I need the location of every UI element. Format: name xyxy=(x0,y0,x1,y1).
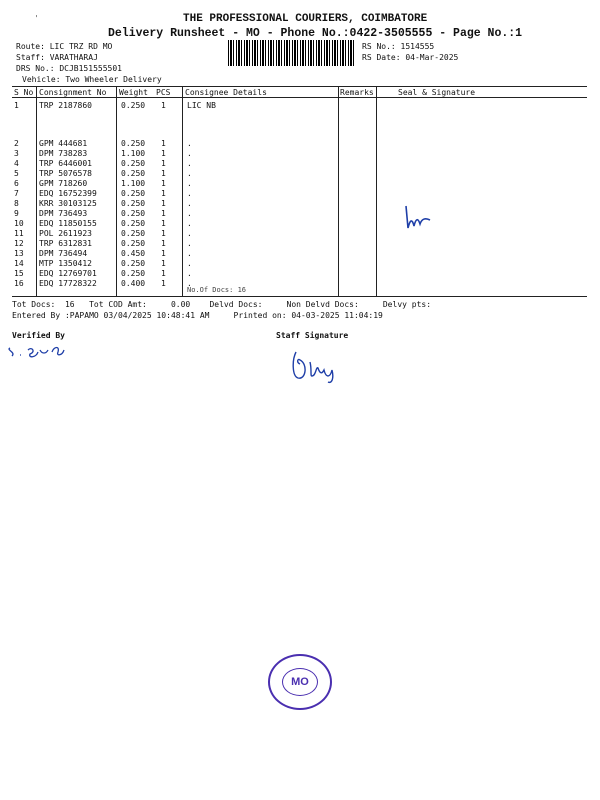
row-consignment: EDQ 11850155 xyxy=(39,219,97,228)
row-consignment: DPM 738283 xyxy=(39,149,88,158)
row-consignment: POL 2611923 xyxy=(39,229,92,238)
row-pcs: 1 xyxy=(161,269,166,278)
row-sno: 4 xyxy=(14,159,19,168)
table-row xyxy=(0,159,600,169)
row-weight: 0.450 xyxy=(121,249,146,258)
row-pcs: 1 xyxy=(161,239,166,248)
seal-signature xyxy=(400,202,440,236)
col-header-pcs: PCS xyxy=(156,88,171,97)
table-row xyxy=(0,229,600,239)
row-consignment: DPM 736494 xyxy=(39,249,88,258)
staff-signature xyxy=(288,348,346,386)
row-weight: 0.250 xyxy=(121,219,146,228)
table-row xyxy=(0,179,600,189)
row-pcs: 1 xyxy=(161,209,166,218)
row-pcs: 1 xyxy=(161,279,166,288)
col-header-consignee: Consignee Details xyxy=(185,88,267,97)
row-weight: 0.250 xyxy=(121,229,146,238)
entered-line: Entered By :PAPAMO 03/04/2025 10:48:41 AM Printed on: 04-03-2025 11:04:19 xyxy=(12,311,383,320)
row-sno: 6 xyxy=(14,179,19,188)
row-sno: 15 xyxy=(14,269,24,278)
drs-text: DRS No.: DCJB151555501 xyxy=(16,64,122,73)
table-row xyxy=(0,279,600,289)
row-sno: 11 xyxy=(14,229,24,238)
table-row xyxy=(0,239,600,249)
row-consignee: . xyxy=(187,229,192,238)
row-sno: 14 xyxy=(14,259,24,268)
row-pcs: 1 xyxy=(161,249,166,258)
row-sno: 13 xyxy=(14,249,24,258)
row-pcs: 1 xyxy=(161,149,166,158)
row-weight: 1.100 xyxy=(121,149,146,158)
row-pcs: 1 xyxy=(161,259,166,268)
office-stamp xyxy=(268,654,332,710)
row-consignee: LIC NB xyxy=(187,101,216,110)
table-row xyxy=(0,101,600,111)
row-consignee: . xyxy=(187,189,192,198)
row-sno: 1 xyxy=(14,101,19,110)
runsheet-title: Delivery Runsheet - MO - Phone No.:0422-3505555 - Page No.:1 xyxy=(108,27,523,40)
row-pcs: 1 xyxy=(161,159,166,168)
row-consignee: . xyxy=(187,239,192,248)
row-consignee: . xyxy=(187,209,192,218)
row-consignment: TRP 6446001 xyxy=(39,159,92,168)
row-sno: 7 xyxy=(14,189,19,198)
staff-text: Staff: VARATHARAJ xyxy=(16,53,98,62)
verified-signature xyxy=(6,342,70,362)
row-sno: 12 xyxy=(14,239,24,248)
row-consignee: . xyxy=(187,279,192,288)
table-row xyxy=(0,199,600,209)
route-text: Route: LIC TRZ RD MO xyxy=(16,42,113,51)
table-top-rule xyxy=(12,86,587,87)
row-weight: 0.250 xyxy=(121,159,146,168)
table-row xyxy=(0,209,600,219)
table-row xyxy=(0,269,600,279)
row-pcs: 1 xyxy=(161,199,166,208)
row-weight: 0.250 xyxy=(121,209,146,218)
row-consignment: EDQ 17728322 xyxy=(39,279,97,288)
row-consignment: EDQ 12769701 xyxy=(39,269,97,278)
table-row xyxy=(0,189,600,199)
row-weight: 0.400 xyxy=(121,279,146,288)
row-consignee: . xyxy=(187,179,192,188)
row-consignee: . xyxy=(187,259,192,268)
row-consignment: GPM 718260 xyxy=(39,179,88,188)
row-weight: 0.250 xyxy=(121,259,146,268)
row-consignment: KRR 30103125 xyxy=(39,199,97,208)
stamp-text: MO xyxy=(282,668,318,696)
table-row xyxy=(0,169,600,179)
row-weight: 0.250 xyxy=(121,189,146,198)
col-header-weight: Weight xyxy=(119,88,148,97)
row-consignment: TRP 5076578 xyxy=(39,169,92,178)
row-weight: 0.250 xyxy=(121,169,146,178)
row-consignment: TRP 2187860 xyxy=(39,101,92,110)
row-consignment: TRP 6312831 xyxy=(39,239,92,248)
barcode xyxy=(228,40,356,66)
row-pcs: 1 xyxy=(161,219,166,228)
col-header-seal: Seal & Signature xyxy=(398,88,476,97)
table-header-rule xyxy=(12,97,587,98)
row-weight: 0.250 xyxy=(121,239,146,248)
no-of-docs: No.Of Docs: 16 xyxy=(187,286,247,294)
row-consignee: . xyxy=(187,249,192,258)
row-weight: 1.100 xyxy=(121,179,146,188)
row-consignee: . xyxy=(187,199,192,208)
col-header-consignment: Consignment No xyxy=(39,88,107,97)
row-consignee: . xyxy=(187,159,192,168)
totals-line: Tot Docs: 16 Tot COD Amt: 0.00 Delvd Docs: Non Delvd Docs: Delvy pts: xyxy=(12,300,432,309)
table-row xyxy=(0,259,600,269)
company-title: THE PROFESSIONAL COURIERS, COIMBATORE xyxy=(183,13,428,25)
rs-no-text: RS No.: 1514555 xyxy=(362,42,435,51)
table-row xyxy=(0,139,600,149)
row-weight: 0.250 xyxy=(121,101,146,110)
row-pcs: 1 xyxy=(161,169,166,178)
row-consignee: . xyxy=(187,139,192,148)
row-sno: 8 xyxy=(14,199,19,208)
row-sno: 5 xyxy=(14,169,19,178)
row-pcs: 1 xyxy=(161,101,166,110)
row-consignee: . xyxy=(187,169,192,178)
row-sno: 9 xyxy=(14,209,19,218)
rs-date-text: RS Date: 04-Mar-2025 xyxy=(362,53,459,62)
table-bottom-rule xyxy=(12,296,587,297)
row-sno: 10 xyxy=(14,219,24,228)
tick-mark: ' xyxy=(34,14,39,23)
row-consignment: GPM 444681 xyxy=(39,139,88,148)
row-consignee: . xyxy=(187,149,192,158)
row-consignee: . xyxy=(187,219,192,228)
row-consignment: MTP 1350412 xyxy=(39,259,92,268)
staff-signature-label: Staff Signature xyxy=(276,331,349,340)
row-pcs: 1 xyxy=(161,229,166,238)
row-weight: 0.250 xyxy=(121,139,146,148)
col-header-sno: S No xyxy=(14,88,34,97)
row-consignee: . xyxy=(187,269,192,278)
row-pcs: 1 xyxy=(161,139,166,148)
row-sno: 2 xyxy=(14,139,19,148)
row-consignment: EDQ 16752399 xyxy=(39,189,97,198)
row-sno: 16 xyxy=(14,279,24,288)
table-row xyxy=(0,219,600,229)
vehicle-text: Vehicle: Two Wheeler Delivery xyxy=(22,75,162,84)
table-row xyxy=(0,149,600,159)
row-sno: 3 xyxy=(14,149,19,158)
table-row xyxy=(0,249,600,259)
row-weight: 0.250 xyxy=(121,269,146,278)
row-weight: 0.250 xyxy=(121,199,146,208)
row-pcs: 1 xyxy=(161,179,166,188)
row-pcs: 1 xyxy=(161,189,166,198)
col-header-remarks: Remarks xyxy=(340,88,374,97)
verified-by-label: Verified By xyxy=(12,331,65,340)
row-consignment: DPM 736493 xyxy=(39,209,88,218)
